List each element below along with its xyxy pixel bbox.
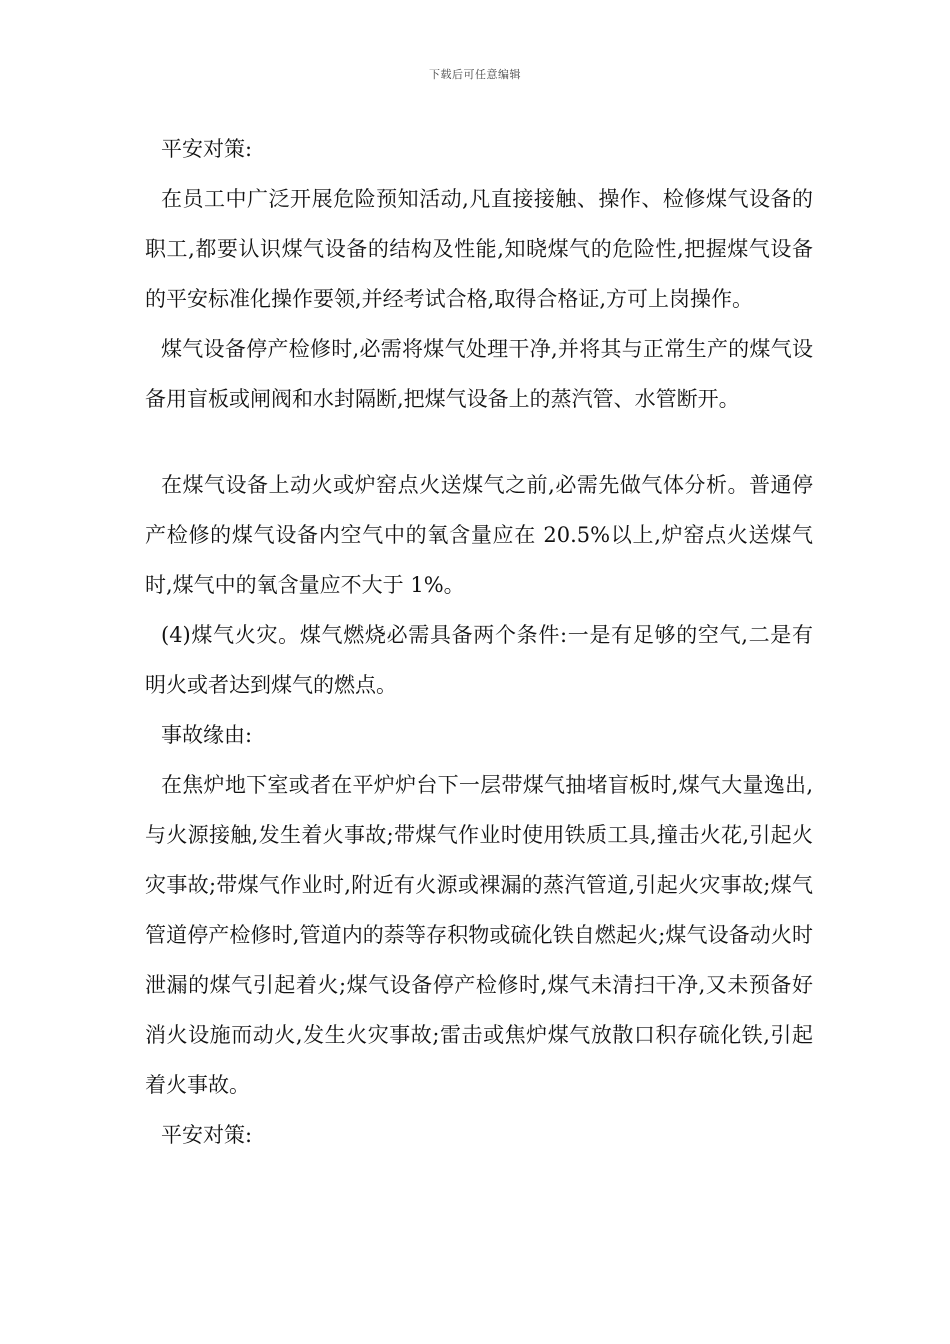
section-heading-accident-causes: 事故缘由: — [161, 723, 253, 747]
section-heading-safety-measures: 平安对策: — [161, 1123, 253, 1147]
document-body — [145, 124, 813, 1160]
body-paragraph: (4)煤气火灾。煤气燃烧必需具备两个条件:一是有足够的空气,二是有明火或者达到煤气的燃点。 — [145, 623, 813, 697]
section-heading-safety-measures: 平安对策: — [161, 137, 253, 161]
page-header-note: 下载后可任意编辑 — [429, 68, 521, 81]
body-paragraph: 在焦炉地下室或者在平炉炉台下一层带煤气抽堵盲板时,煤气大量逸出,与火源接触,发生着火事故;带煤气作业时使用铁质工具,撞击火花,引起火灾事故;带煤气作业时,附近有火源或裸漏的蒸汽管道,引起火灾事故;煤气管道停产检修时,管道内的萘等存积物或硫化铁自燃起火;煤气设备动火时泄漏的煤气引起着火;煤气设备停产检修时,煤气未清扫干净,又未预备好消火设施而动火,发生火灾事故;雷击或焦炉煤气放散口积存硫化铁,引起着火事故。 — [145, 773, 813, 1097]
body-paragraph: 在煤气设备上动火或炉窑点火送煤气之前,必需先做气体分析。普通停产检修的煤气设备内空气中的氧含量应在 20.5%以上,炉窑点火送煤气时,煤气中的氧含量应不大于 1%。 — [145, 473, 813, 597]
body-paragraph: 煤气设备停产检修时,必需将煤气处理干净,并将其与正常生产的煤气设备用盲板或闸阀和水封隔断,把煤气设备上的蒸汽管、水管断开。 — [145, 337, 813, 411]
body-paragraph: 在员工中广泛开展危险预知活动,凡直接接触、操作、检修煤气设备的职工,都要认识煤气设备的结构及性能,知晓煤气的危险性,把握煤气设备的平安标准化操作要领,并经考试合格,取得合格证,方可上岗操作。 — [145, 187, 813, 311]
